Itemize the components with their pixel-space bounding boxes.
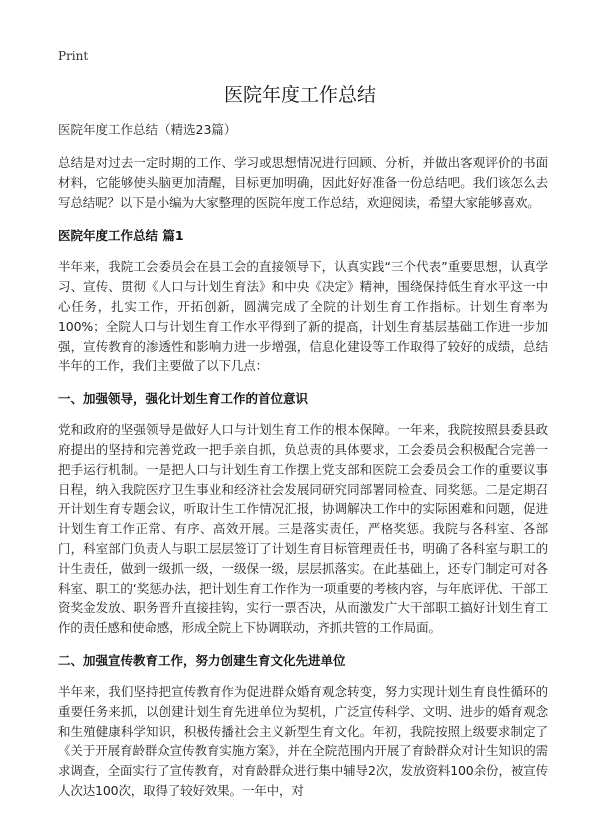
section-heading-2: 二、加强宣传教育工作，努力创建生育文化先进单位 bbox=[58, 652, 346, 668]
article-heading: 医院年度工作总结 篇1 bbox=[58, 228, 184, 244]
paragraph-gap bbox=[58, 376, 548, 389]
print-link[interactable]: Print bbox=[58, 49, 89, 63]
section-heading-1: 一、加强领导，强化计划生育工作的首位意识 bbox=[58, 391, 309, 407]
paragraph-gap bbox=[58, 638, 548, 651]
body-paragraph-1: 半年来，我院工会委员会在县工会的直接领导下，认真实践“三个代表”重要思想，认真学习、宣传、贯彻《人口与计划生育法》和中央《决定》精神，围绕保持低生育水平这一中心任务，扎实工作，开拓创新，圆满完成了全院的计划生育工作指标。计划生育率为100%；全院人口与计划生育工作水平得到了新的提高，计划生育基层基础工作进一步加强，宣传教育的渗透性和影响力进一步增强，信息化建设等工作取得了较好的成绩，总结半年的工作，我们主要做了以下几点： bbox=[58, 259, 548, 374]
document-subtitle: 医院年度工作总结（精选23篇） bbox=[58, 122, 237, 137]
page-title: 医院年度工作总结 bbox=[223, 84, 376, 106]
body-paragraph-3: 半年来，我们坚持把宣传教育作为促进群众婚育观念转变，努力实现计划生育良性循环的重要任务来抓，以创建计划生育先进单位为契机，广泛宣传科学、文明、进步的婚育观念和生殖健康科学知识，积极传播社会主义新型生育文化。年初，我院按照上级要求制定了《关于开展育龄群众宣传教育实施方案》，并在全院范围内开展了育龄群众对计生知识的需求调查，全面实行了宣传教育，对育龄群众进行集中辅导2次，发放资料100余份，被宣传人次达100次，取得了较好效果。一年中，对 bbox=[58, 683, 548, 798]
body-paragraph-2: 党和政府的坚强领导是做好人口与计划生育工作的根本保障。一年来，我院按照县委县政府提出的坚持和完善党政一把手亲自抓，负总责的具体要求，工会委员会积极配合完善一把手运行机制。一是把人口与计划生育工作摆上党支部和医院工会委员会工作的重要议事日程，纳入我院医疗卫生事业和经济社会发展同研究同部署同检查、同奖惩。二是定期召开计划生育专题会议，听取计生工作情况汇报，协调解决工作中的实际困难和问题，促进计划生育工作正常、有序、高效开展。三是落实责任，严格奖惩。我院与各科室、各部门，科室部门负责人与职工层层签订了计划生育目标管理责任书，明确了各科室与职工的计生责任，做到一级抓一级，一级保一级，层层抓落实。在此基础上，还专门制定可对各科室、职工的‘奖惩办法，把计划生育工作作为一项重要的考核内容，与年底评优、干部工资奖金发放、职务晋升直接挂钩，实行一票否决，从而激发广大干部职工搞好计划生育工作的责任感和使命感，形成全院上下协调联动，齐抓共管的工作局面。 bbox=[58, 422, 548, 636]
document-body bbox=[58, 120, 548, 801]
intro-paragraph: 总结是对过去一定时期的工作、学习或思想情况进行回顾、分析，并做出客观评价的书面材料，它能够使头脑更加清醒，目标更加明确，因此好好准备一份总结吧。我们该怎么去写总结呢？以下是小编为大家整理的医院年度工作总结，欢迎阅读，希望大家能够喜欢。 bbox=[58, 155, 548, 210]
